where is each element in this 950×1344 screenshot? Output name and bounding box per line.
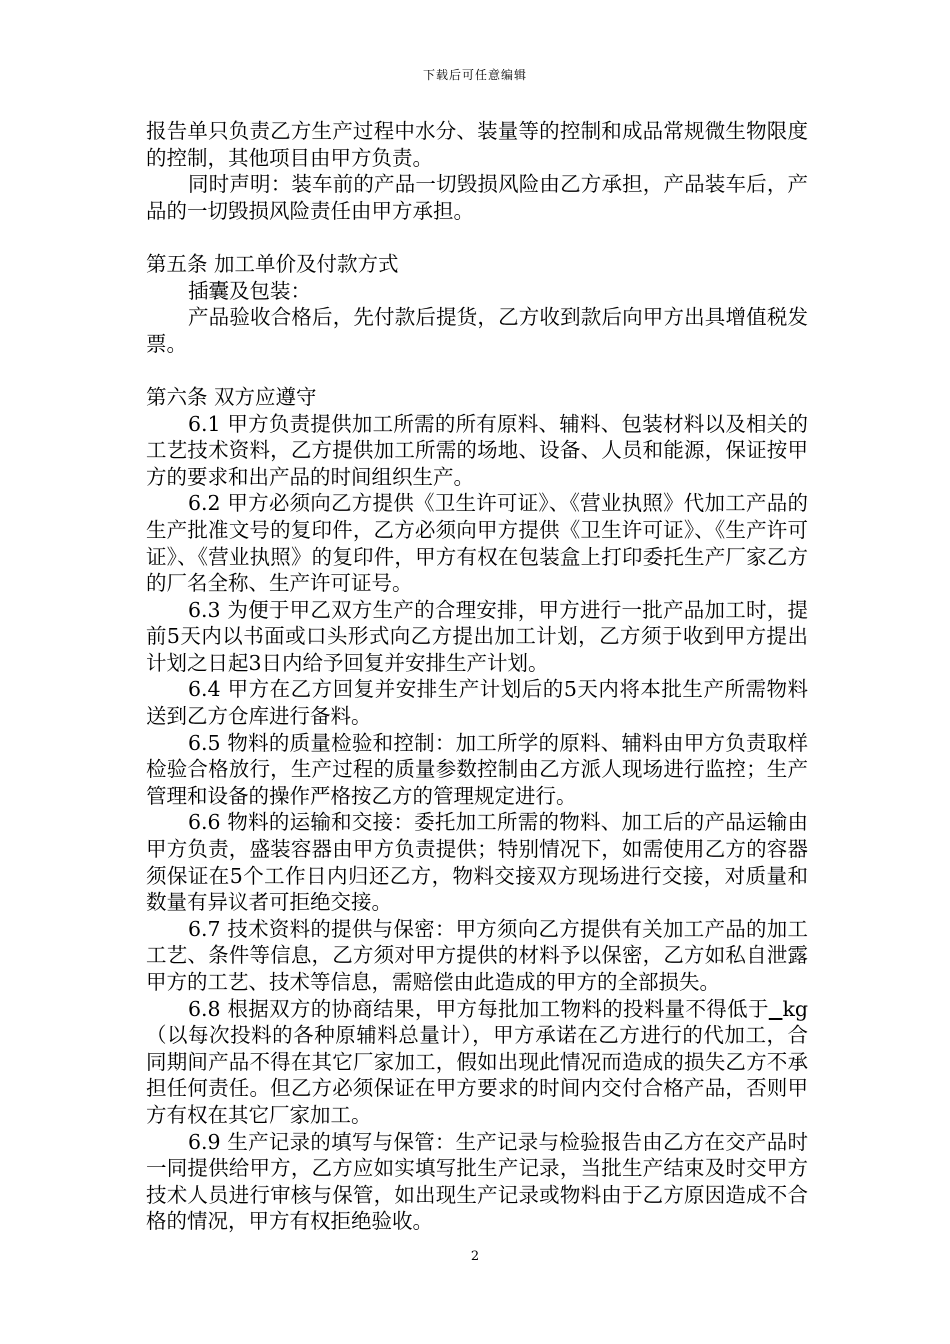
fill-in-blank	[769, 997, 783, 1021]
clause-6-7: 6.7 技术资料的提供与保密：甲方须向乙方提供有关加工产品的加工工艺、条件等信息，乙方须对甲方提供的材料予以保密，乙方如私自泄露甲方的工艺、技术等信息，需赔偿由此造成的甲方的全部损失。	[146, 916, 808, 994]
article-5-heading: 第五条 加工单价及付款方式	[146, 251, 399, 276]
document-body	[146, 118, 808, 1235]
article-6-heading: 第六条 双方应遵守	[146, 384, 317, 409]
paragraph-packaging: 插囊及包装：	[188, 278, 311, 303]
clause-6-3: 6.3 为便于甲乙双方生产的合理安排，甲方进行一批产品加工时，提前5天内以书面或口头形式向乙方提出加工计划，乙方须于收到甲方提出计划之日起3日内给予回复并安排生产计划。	[146, 597, 808, 675]
clause-6-8-rest: kg（以每次投料的各种原辅料总量计），甲方承诺在乙方进行的代加工，合同期间产品不得在其它厂家加工，假如出现此情况而造成的损失乙方不承担任何责任。但乙方必须保证在甲方要求的时间内交付合格产品，否则甲方有权在其它厂家加工。	[146, 996, 808, 1127]
clause-6-2: 6.2 甲方必须向乙方提供《卫生许可证》、《营业执照》代加工产品的生产批准文号的复印件，乙方必须向甲方提供《卫生许可证》、《生产许可证》、《营业执照》的复印件，甲方有权在包装盒上打印委托生产厂家乙方的厂名全称、生产许可证号。	[146, 491, 808, 596]
page-number: 2	[470, 1249, 480, 1264]
page-header: 下载后可任意编辑	[422, 68, 527, 82]
clause-6-5: 6.5 物料的质量检验和控制：加工所学的原料、辅料由甲方负责取样检验合格放行，生产过程的质量参数控制由乙方派人现场进行监控；生产管理和设备的操作严格按乙方的管理规定进行。	[146, 730, 808, 808]
paragraph-declaration: 同时声明：装车前的产品一切毁损风险由乙方承担，产品装车后，产品的一切毁损风险责任由甲方承担。	[146, 172, 808, 223]
clause-6-8-start: 6.8 根据双方的协商结果，甲方每批加工物料的投料量不得低于	[188, 996, 769, 1021]
paragraph-payment: 产品验收合格后，先付款后提货，乙方收到款后向甲方出具增值税发票。	[146, 305, 808, 356]
clause-6-9: 6.9 生产记录的填写与保管：生产记录与检验报告由乙方在交产品时一同提供给甲方，乙方应如实填写批生产记录，当批生产结束及时交甲方技术人员进行审核与保管，如出现生产记录或物料由于乙方原因造成不合格的情况，甲方有权拒绝验收。	[146, 1129, 808, 1234]
clause-6-1: 6.1 甲方负责提供加工所需的所有原料、辅料、包装材料以及相关的工艺技术资料，乙方提供加工所需的场地、设备、人员和能源，保证按甲方的要求和出产品的时间组织生产。	[146, 411, 808, 489]
clause-6-6: 6.6 物料的运输和交接：委托加工所需的物料、加工后的产品运输由甲方负责，盛装容器由甲方负责提供；特别情况下，如需使用乙方的容器须保证在5个工作日内归还乙方，物料交接双方现场进行交接，对质量和数量有异议者可拒绝交接。	[146, 810, 808, 915]
paragraph-report-scope: 报告单只负责乙方生产过程中水分、装量等的控制和成品常规微生物限度的控制，其他项目由甲方负责。	[146, 119, 808, 170]
clause-6-8	[146, 996, 808, 1129]
clause-6-4: 6.4 甲方在乙方回复并安排生产计划后的5天内将本批生产所需物料送到乙方仓库进行备料。	[146, 677, 808, 729]
